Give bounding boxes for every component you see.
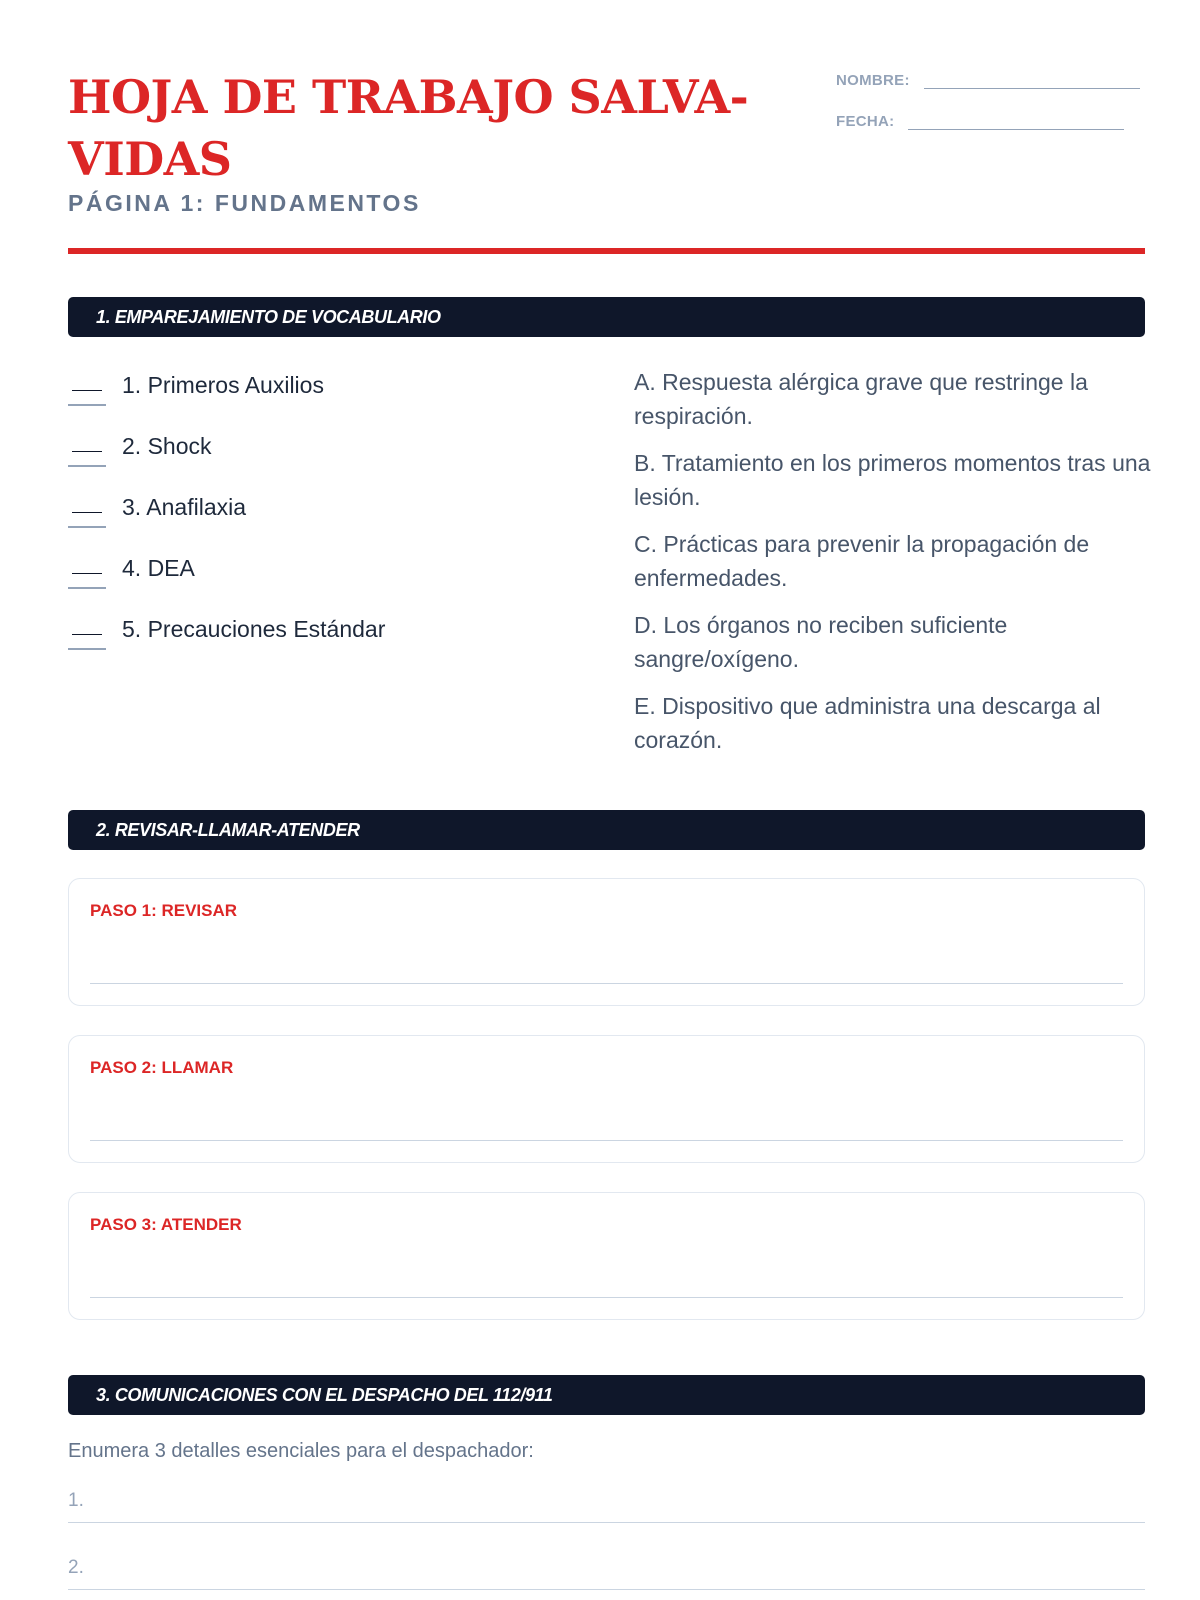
answer-list-item[interactable] [68,1482,1145,1523]
term-item [68,608,385,650]
definition-b: B. Tratamiento en los primeros momentos tras una lesión. [634,450,1151,510]
step-answer-line[interactable] [90,1297,1123,1298]
term-text: 4. DEA [122,554,195,581]
term-item [68,425,212,467]
section-3-prompt: Enumera 3 detalles esenciales para el despachador: [68,1440,534,1462]
term-item [68,486,246,528]
name-label: NOMBRE: [836,72,910,89]
answer-list-item[interactable] [68,1549,1145,1590]
answer-blank[interactable] [68,486,106,528]
step-label: PASO 2: LLAMAR [90,1058,234,1077]
page-title: HOJA DE TRABAJO SALVA-VIDAS [68,70,749,186]
definition-c: C. Prácticas para prevenir la propagación de enfermedades. [634,531,1090,591]
name-input-line[interactable] [924,70,1140,89]
section-3-heading: 3. COMUNICACIONES CON EL DESPACHO DEL 112/911 [68,1375,1145,1415]
term-text: 5. Precauciones Estándar [122,615,386,642]
step-label: PASO 1: REVISAR [90,901,238,920]
section-2-heading: 2. REVISAR-LLAMAR-ATENDER [68,810,1145,850]
definition-a: A. Respuesta alérgica grave que restringe la respiración. [634,369,1088,429]
answer-blank[interactable] [68,547,106,589]
step-box-call [68,1035,1145,1163]
term-text: 2. Shock [122,432,212,459]
list-number: 2. [68,1557,84,1578]
term-text: 1. Primeros Auxilios [122,371,324,398]
list-number: 1. [68,1490,84,1511]
term-item [68,547,195,589]
date-field-row [836,111,1124,130]
definition-d: D. Los órganos no reciben suficiente sangre/oxígeno. [634,612,1008,672]
term-text: 3. Anafilaxia [122,493,247,520]
term-item [68,364,324,406]
section-1-heading: 1. EMPAREJAMIENTO DE VOCABULARIO [68,297,1145,337]
step-answer-line[interactable] [90,1140,1123,1141]
answer-blank[interactable] [68,364,106,406]
page-subtitle: PÁGINA 1: FUNDAMENTOS [68,190,421,216]
date-input-line[interactable] [908,111,1124,130]
step-box-care [68,1192,1145,1320]
step-label: PASO 3: ATENDER [90,1215,242,1234]
answer-blank[interactable] [68,608,106,650]
answer-blank[interactable] [68,425,106,467]
name-field-row [836,70,1140,89]
date-label: FECHA: [836,113,895,130]
step-box-check [68,878,1145,1006]
step-answer-line[interactable] [90,983,1123,984]
header-divider [68,248,1145,254]
definition-e: E. Dispositivo que administra una descarga al corazón. [634,693,1101,753]
